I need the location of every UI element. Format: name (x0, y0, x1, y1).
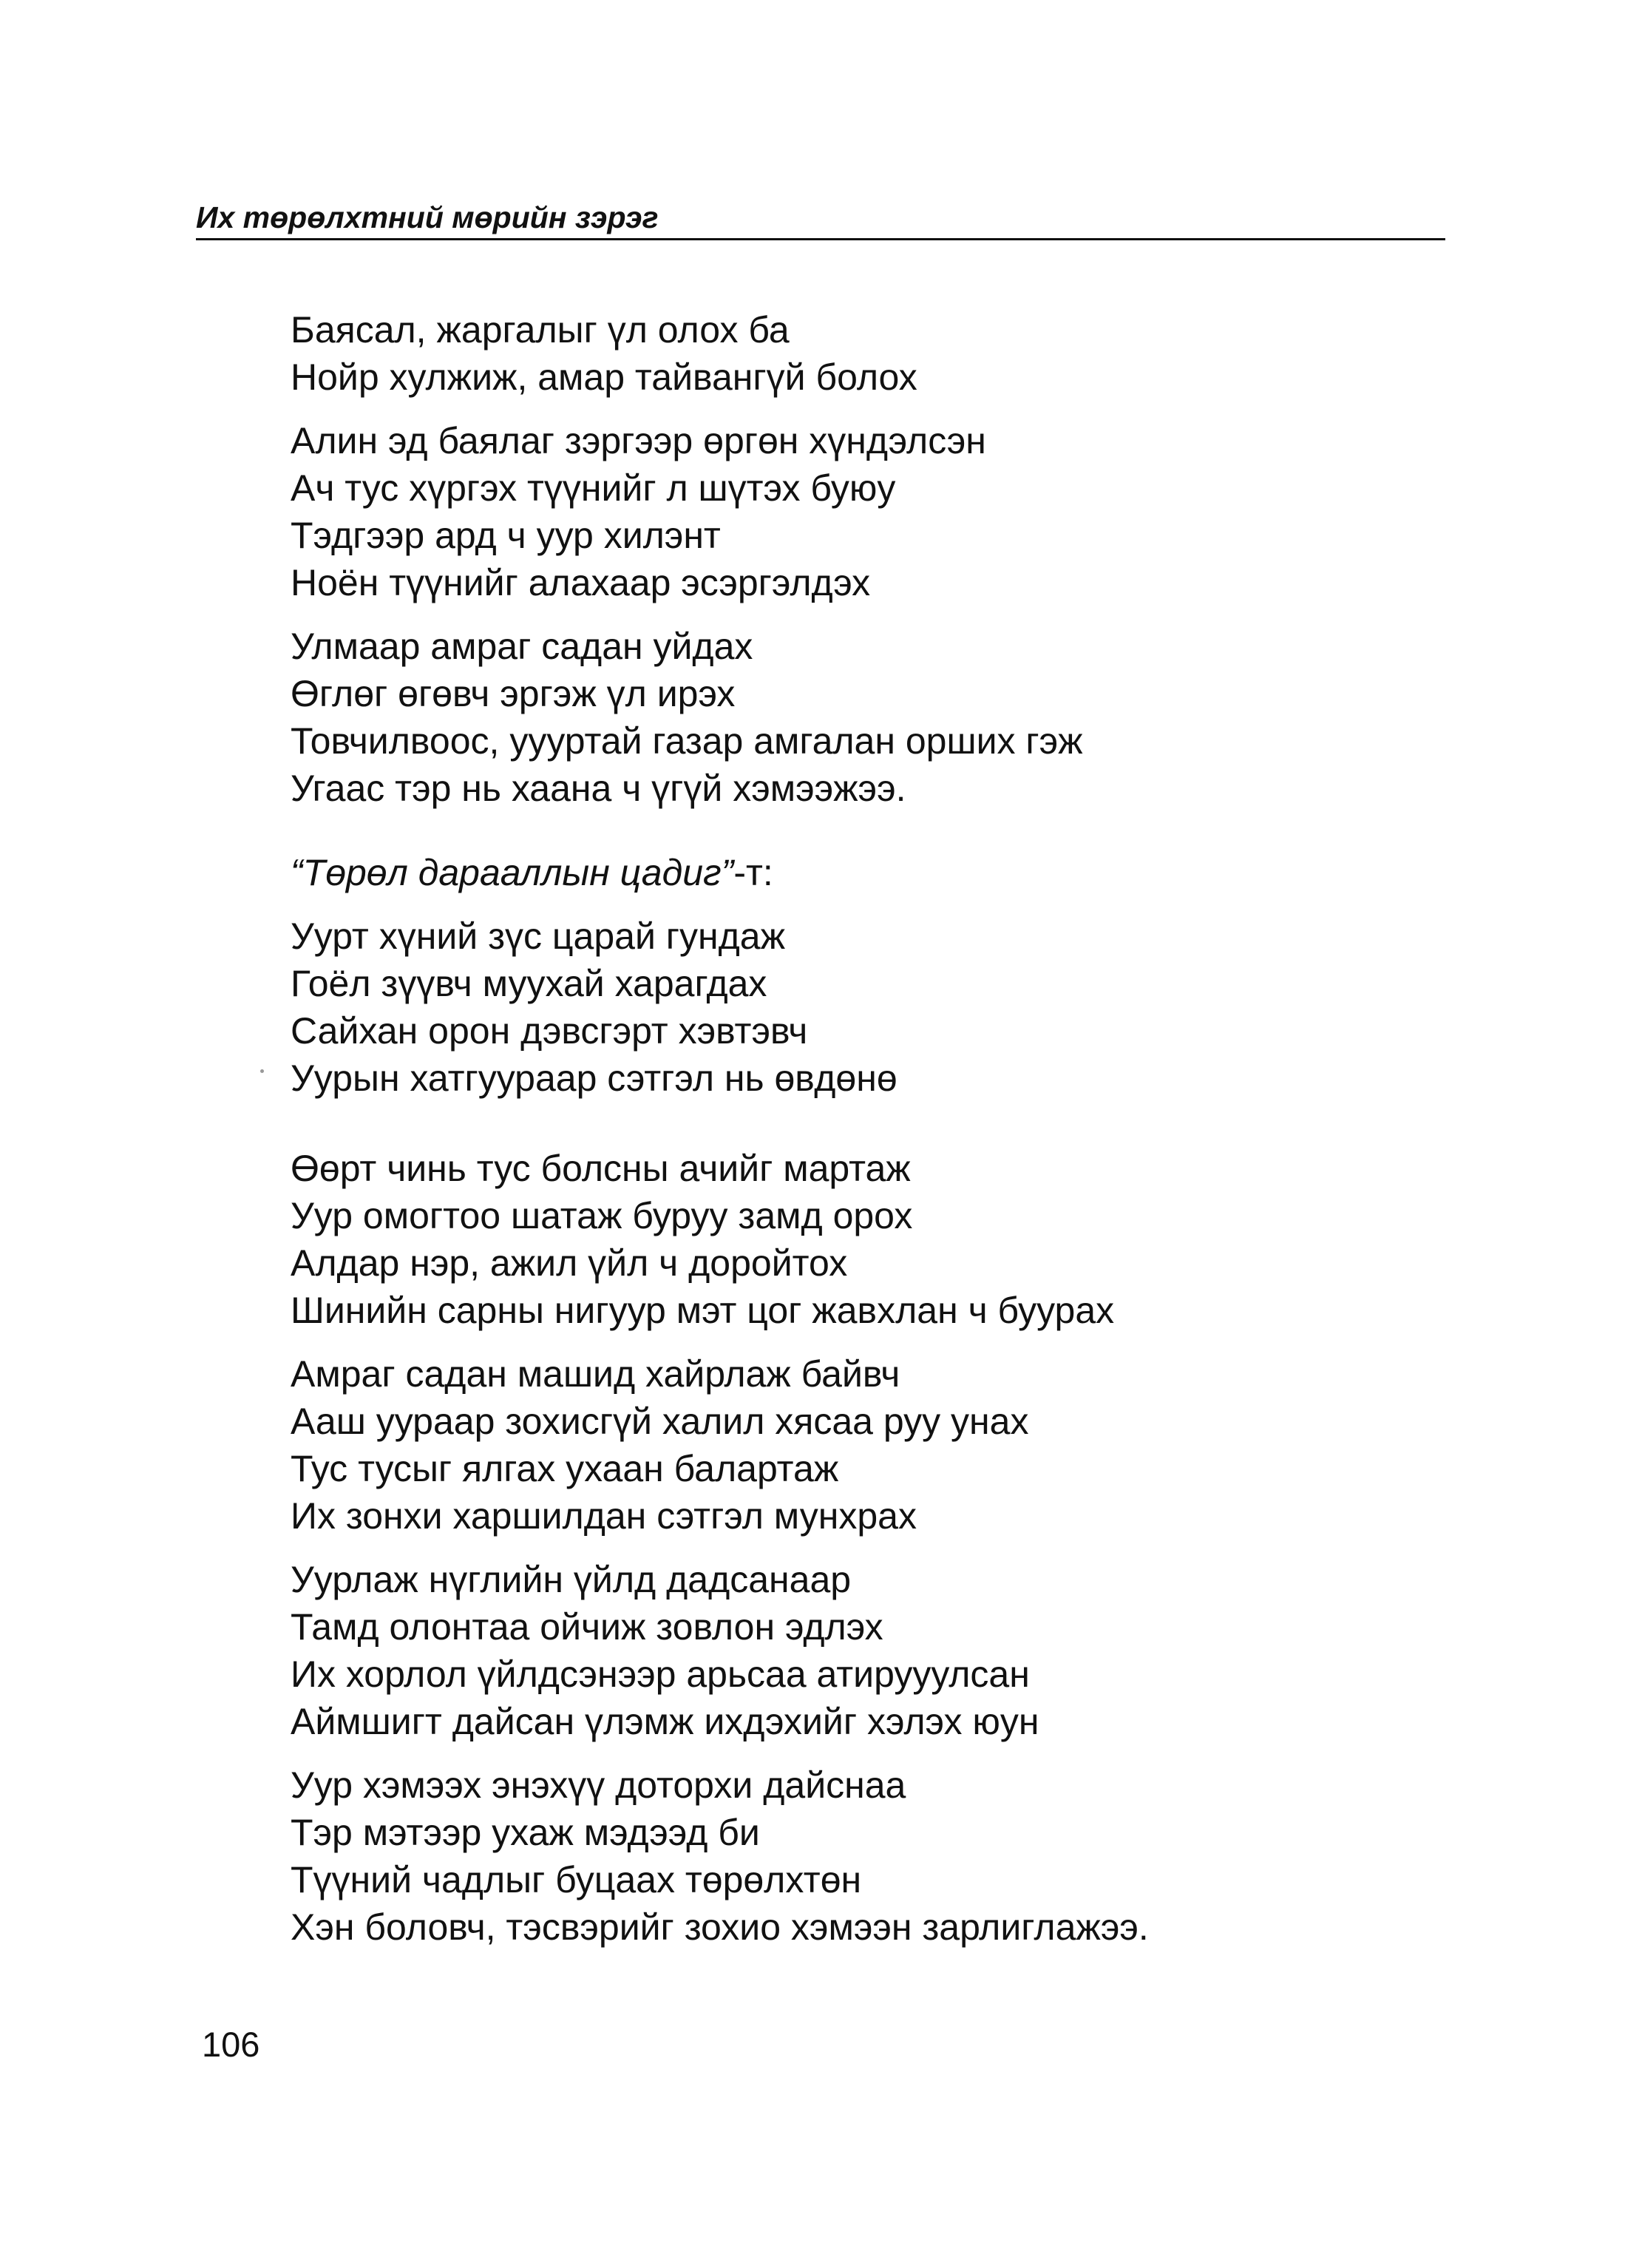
poem-line: Гоёл зүүвч муухай харагдах (291, 963, 767, 1004)
poem-line: Уур омогтоо шатаж буруу замд орох (291, 1195, 913, 1236)
stanza-3 (291, 623, 1399, 812)
page-number: 106 (202, 2025, 260, 2064)
running-title: Их төрөлхтний мөрийн зэрэг (196, 200, 659, 234)
stanza-2 (291, 417, 1399, 606)
poem-line: Өөрт чинь тус болсны ачийг мартаж (291, 1148, 911, 1189)
header-rule (196, 238, 1445, 240)
poem-line: Ааш уураар зохисгүй халил хясаа руу унах (291, 1401, 1029, 1442)
poem-line: Шинийн сарны нигуур мэт цог жавхлан ч буурах (291, 1290, 1115, 1331)
poem-line: Хэн боловч, тэсвэрийг зохио хэмээн зарлиглажээ. (291, 1906, 1149, 1948)
poem-line: Сайхан орон дэвсгэрт хэвтэвч (291, 1010, 808, 1052)
poem-line: Аймшигт дайсан үлэмж ихдэхийг хэлэх юун (291, 1701, 1039, 1742)
poem-line: Баясал, жаргалыг үл олох ба (291, 309, 790, 351)
poem-line: Уур хэмээх энэхүү доторхи дайснаа (291, 1764, 906, 1806)
poem-line: Алдар нэр, ажил үйл ч доройтох (291, 1242, 848, 1284)
poem-line: Их зонхи харшилдан сэтгэл мунхрах (291, 1495, 917, 1537)
poem-line: Улмаар амраг садан уйдах (291, 626, 753, 667)
poem-line: Нойр хулжиж, амар тайвангүй болох (291, 356, 917, 398)
poem-line: Тамд олонтаа ойчиж зовлон эдлэх (291, 1606, 883, 1648)
source-citation (291, 849, 1399, 896)
poem-body (291, 306, 1399, 1951)
poem-line: Уурын хатгуураар сэтгэл нь өвдөнө (291, 1057, 897, 1099)
poem-line: Ноён түүнийг алахаар эсэргэлдэх (291, 562, 871, 603)
poem-line: Тус тусыг ялгах ухаан балартаж (291, 1448, 839, 1489)
poem-line: Тэдгээр ард ч уур хилэнт (291, 515, 721, 556)
stanza-1 (291, 306, 1399, 401)
stanza-8 (291, 1761, 1399, 1951)
poem-line: Түүний чадлыг буцаах төрөлхтөн (291, 1859, 862, 1900)
poem-line: Товчилвоос, уууртай газар амгалан орших гэж (291, 720, 1083, 762)
poem-line: Амраг садан машид хайрлаж байвч (291, 1353, 900, 1395)
poem-line: Угаас тэр нь хаана ч үгүй хэмээжээ. (291, 768, 906, 809)
stanza-4 (291, 913, 1399, 1102)
poem-line: Тэр мэтээр ухаж мэдээд би (291, 1812, 760, 1853)
poem-line: Алин эд баялаг зэргээр өргөн хүндэлсэн (291, 420, 986, 461)
poem-line: Их хорлол үйлдсэнээр арьсаа атирууулсан (291, 1653, 1030, 1695)
stanza-6 (291, 1350, 1399, 1540)
citation-suffix: -т: (733, 852, 773, 893)
stanza-7 (291, 1556, 1399, 1745)
scan-speck (260, 1069, 264, 1073)
poem-line: Ач тус хүргэх түүнийг л шүтэх буюу (291, 467, 896, 509)
poem-line: Уурт хүний зүс царай гундаж (291, 915, 786, 957)
citation-title: “Төрөл дарааллын цадиг” (291, 852, 734, 893)
poem-line: Өглөг өгөвч эргэж үл ирэх (291, 673, 736, 714)
stanza-5 (291, 1145, 1399, 1334)
running-header (196, 195, 1445, 241)
poem-line: Уурлаж нүглийн үйлд дадсанаар (291, 1559, 852, 1600)
